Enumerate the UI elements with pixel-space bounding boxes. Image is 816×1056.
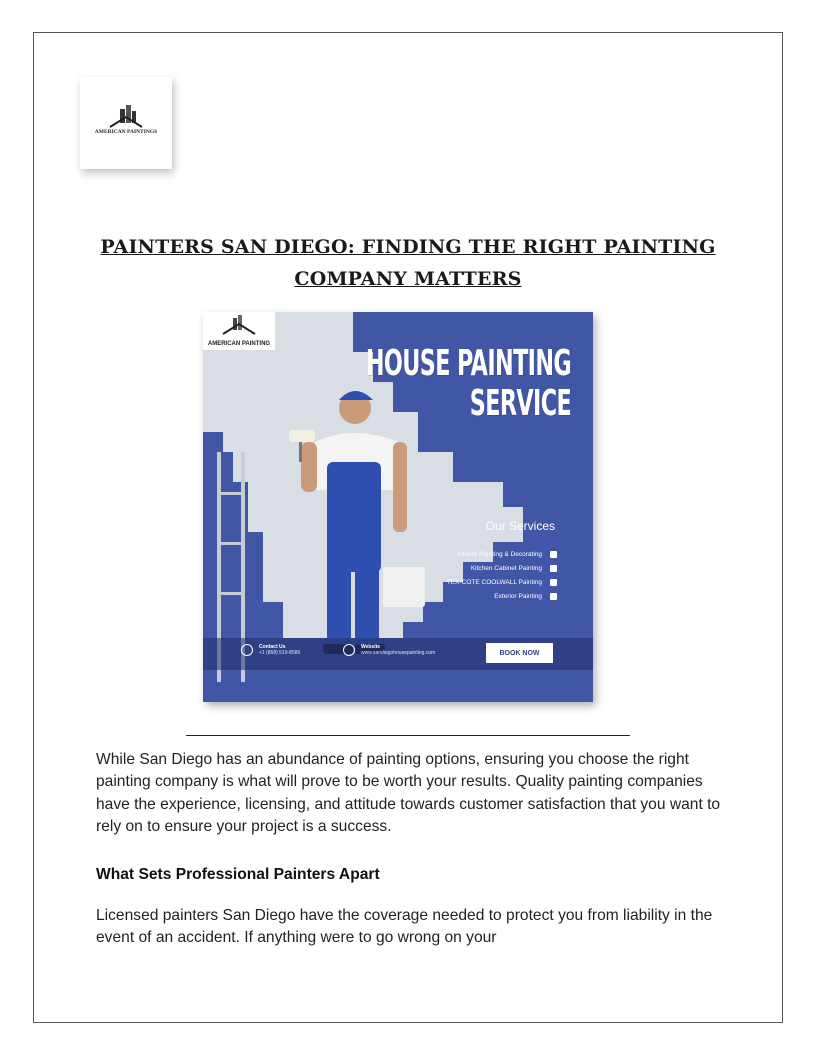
headline [366, 344, 571, 424]
intro-paragraph: While San Diego has an abundance of painting options, ensuring you choose the right painting company is what will prove to be worth your results. Quality painting companies have the experience, licensing, and attitude towards customer satisfaction that you want to rely on to ensure your project is a success. [96, 751, 721, 835]
service-bullet-icon [550, 579, 557, 586]
building-logo-icon [80, 77, 172, 169]
document-title: PAINTERS SAN DIEGO: FINDING THE RIGHT PAINTING COMPANY MATTERS [100, 236, 716, 290]
website-label: Website [361, 644, 381, 650]
website-info [343, 644, 435, 656]
headline-line-2: SERVICE [469, 383, 571, 424]
contact-label: Contact Us [259, 644, 286, 650]
headline-line-1: HOUSE PAINTING [365, 343, 571, 384]
hero-building-icon [203, 312, 275, 340]
divider [186, 735, 630, 736]
service-bullet-icon [550, 593, 557, 600]
services-list [447, 547, 557, 603]
services-title: Our Services [485, 519, 555, 533]
body-paragraph: Licensed painters San Diego have the coverage needed to protect you from liability in the event of an accident. If anything were to go wrong on your [96, 907, 713, 947]
hero-image [203, 312, 593, 702]
company-logo [80, 77, 172, 169]
hero-logo [203, 312, 275, 350]
website-url: www.sandiegohousepainting.com [361, 650, 436, 656]
logo-text: AMERICAN PAINTINGS [94, 129, 158, 135]
service-item: Interior Painting & Decorating [447, 547, 557, 561]
service-item: Kitchen Cabinet Painting [447, 561, 557, 575]
service-item: TEX-COTE COOLWALL Painting [447, 575, 557, 589]
section-heading: What Sets Professional Painters Apart [96, 866, 380, 883]
service-bullet-icon [550, 565, 557, 572]
contact-phone: +1 (858) 519-8586 [259, 650, 301, 656]
globe-icon [343, 644, 355, 656]
phone-icon [241, 644, 253, 656]
service-bullet-icon [550, 551, 557, 558]
service-item: Exterior Painting [447, 589, 557, 603]
contact-info [241, 644, 300, 656]
hero-logo-text: AMERICAN PAINTING [207, 341, 271, 347]
book-now-button[interactable]: BOOK NOW [486, 643, 553, 663]
